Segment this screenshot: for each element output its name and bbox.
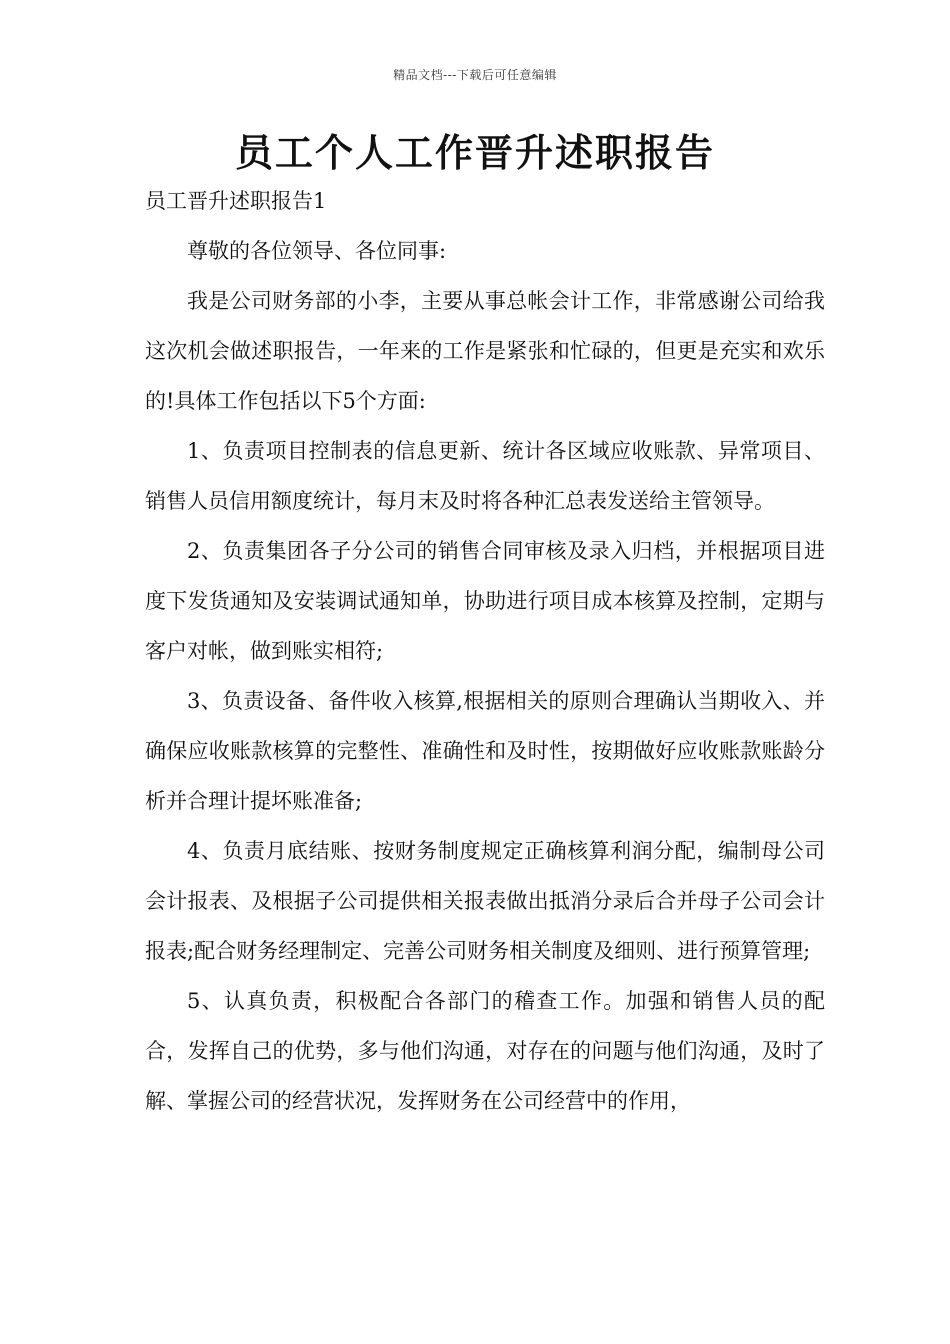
header-note: 精品文档---下载后可任意编辑 (393, 68, 557, 82)
document-body (145, 176, 825, 1126)
paragraph-item-4: 4、负责月底结账、按财务制度规定正确核算利润分配，编制母公司会计报表、及根据子公司提供相关报表做出抵消分录后合并母子公司会计报表;配合财务经理制定、完善公司财务相关制度及细则、进行预算管理; (145, 839, 825, 963)
document-title: 员工个人工作晋升述职报告 (234, 130, 715, 175)
paragraph-item-3: 3、负责设备、备件收入核算,根据相关的原则合理确认当期收入、并确保应收账款核算的完整性、准确性和及时性，按期做好应收账款账龄分析并合理计提坏账准备; (145, 689, 825, 813)
paragraph-item-5: 5、认真负责，积极配合各部门的稽查工作。加强和销售人员的配合，发挥自己的优势，多与他们沟通，对存在的问题与他们沟通，及时了解、掌握公司的经营状况，发挥财务在公司经营中的作用， (145, 989, 825, 1113)
paragraph-salutation: 尊敬的各位领导、各位同事: (187, 239, 447, 263)
report-subtitle: 员工晋升述职报告1 (145, 189, 327, 213)
paragraph-intro: 我是公司财务部的小李，主要从事总帐会计工作，非常感谢公司给我这次机会做述职报告，一年来的工作是紧张和忙碌的，但更是充实和欢乐的!具体工作包括以下5个方面: (145, 289, 825, 413)
paragraph-item-2: 2、负责集团各子分公司的销售合同审核及录入归档，并根据项目进度下发货通知及安装调试通知单，协助进行项目成本核算及控制，定期与客户对帐，做到账实相符; (145, 539, 825, 663)
paragraph-item-1: 1、负责项目控制表的信息更新、统计各区域应收账款、异常项目、销售人员信用额度统计，每月末及时将各种汇总表发送给主管领导。 (145, 439, 825, 513)
